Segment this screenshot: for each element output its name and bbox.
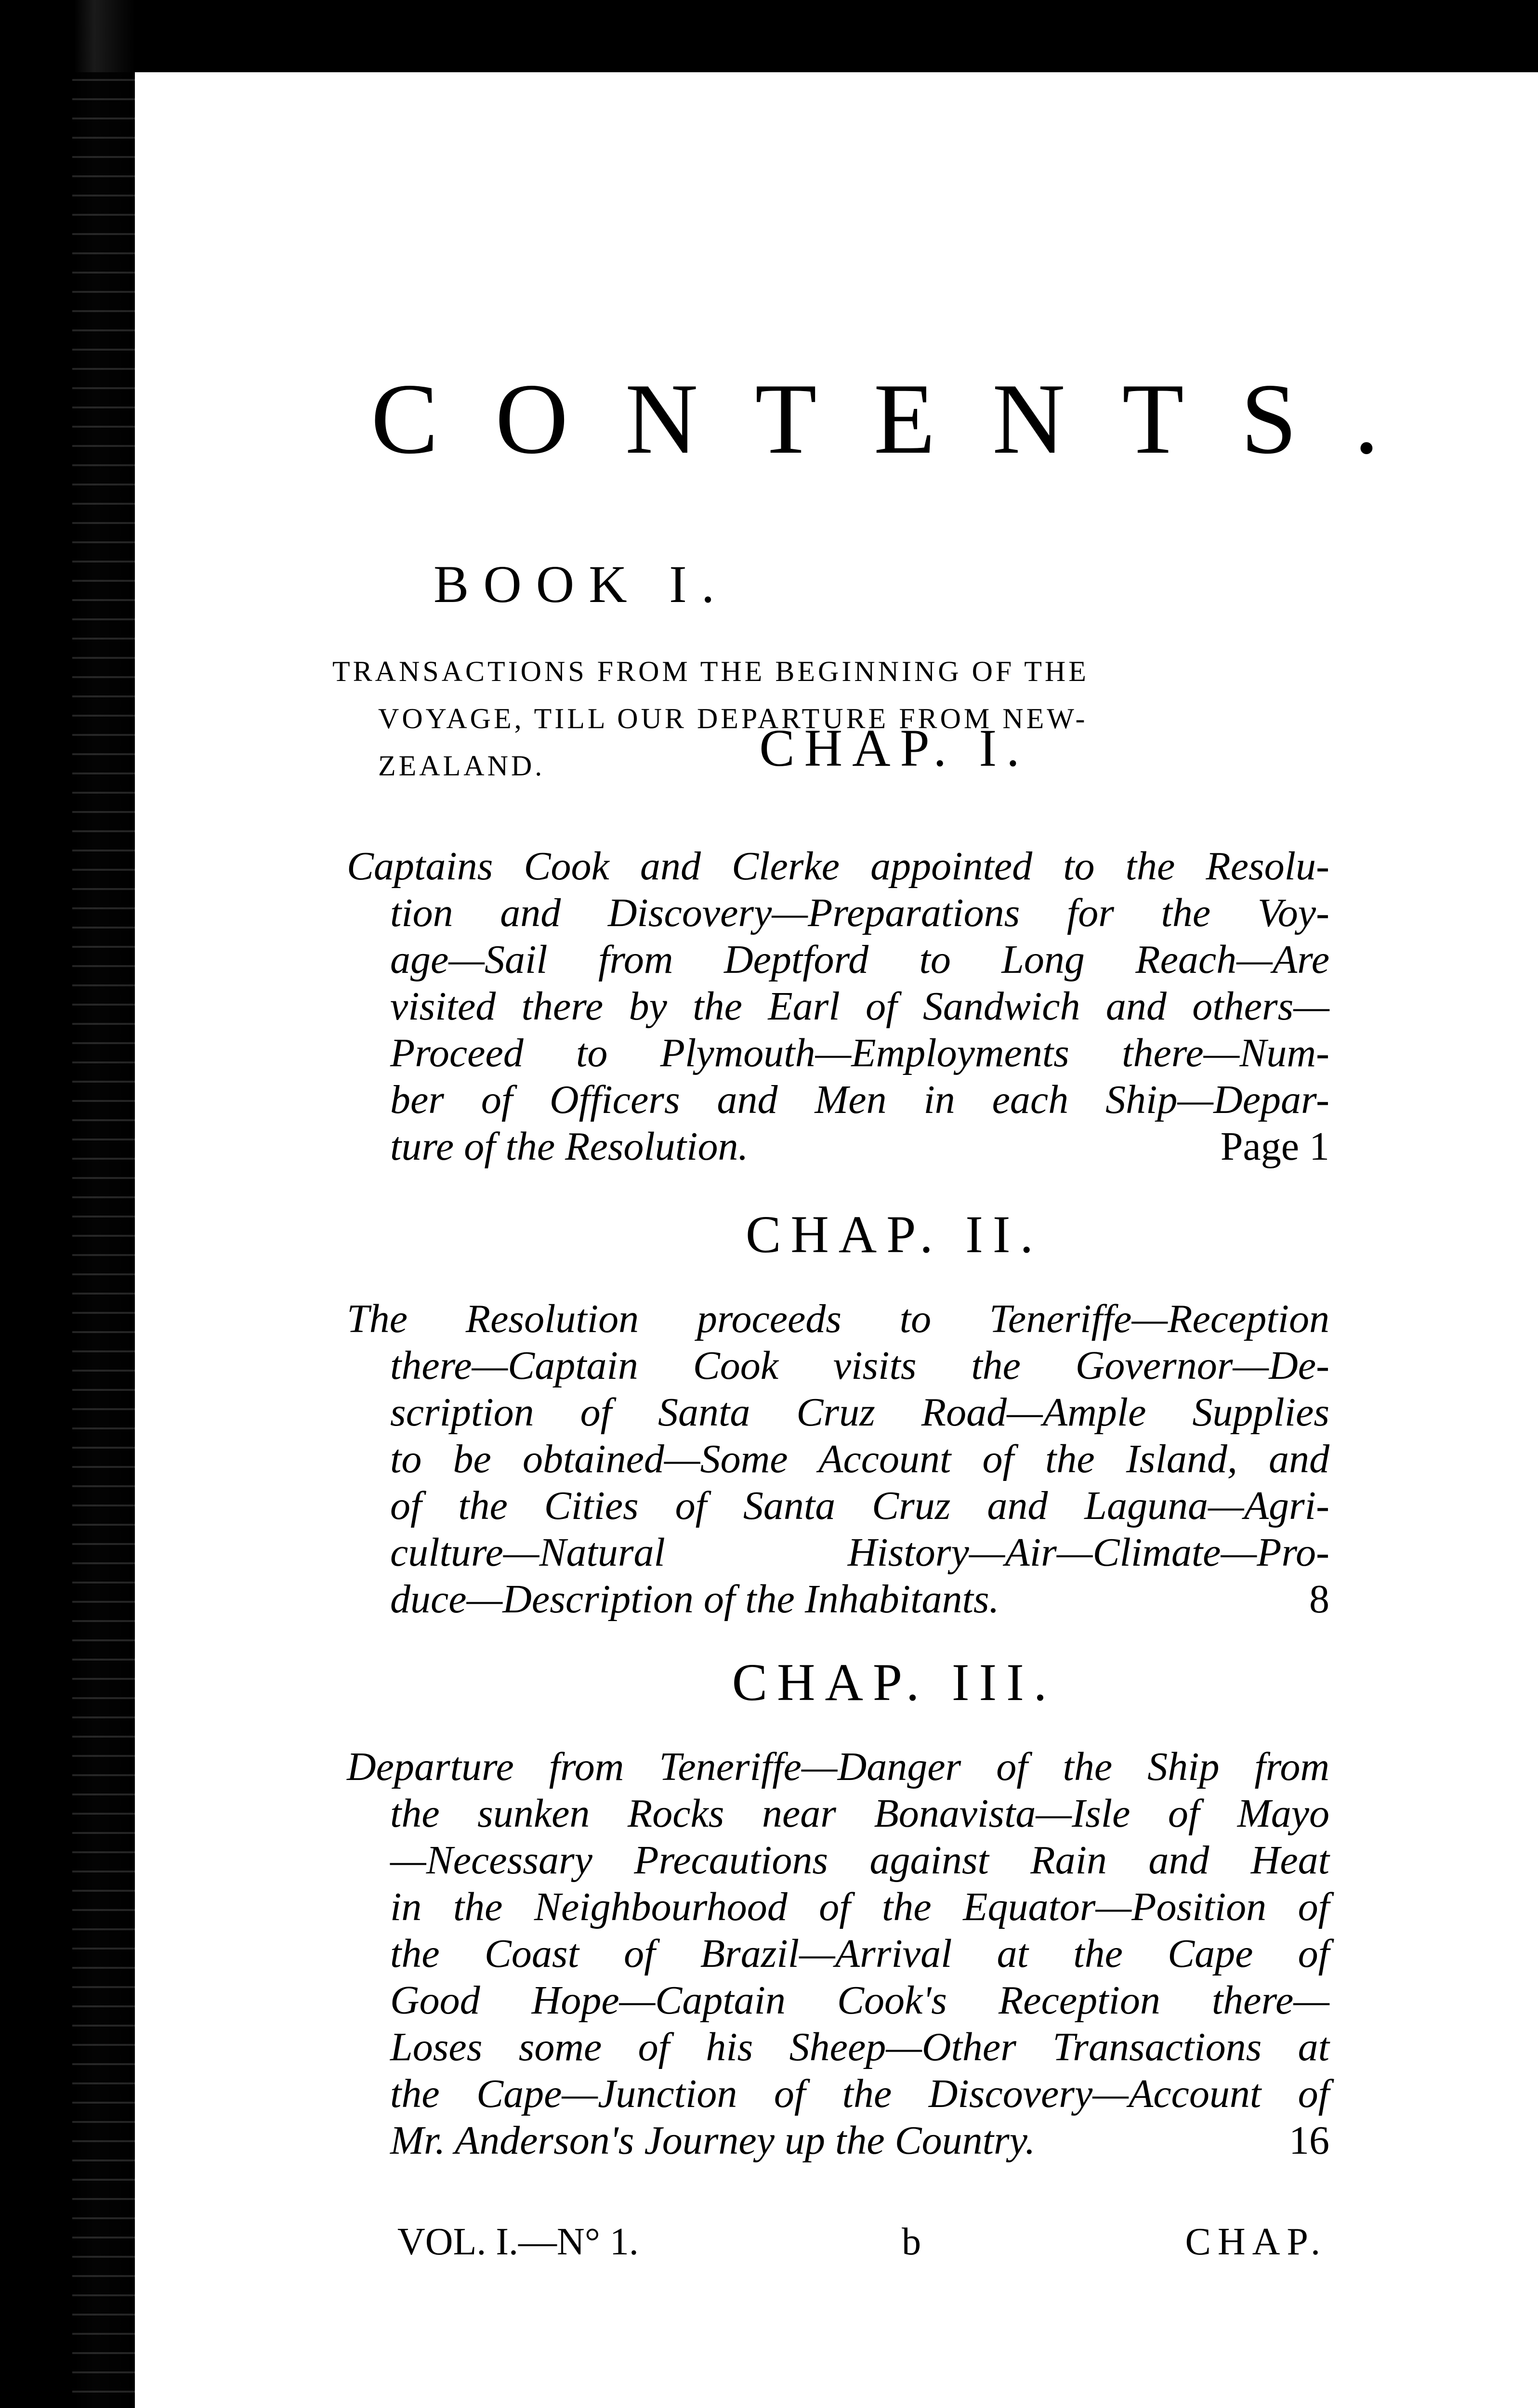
entry-last-line (347, 2117, 1329, 2164)
chapter-heading: CHAP. I. (759, 719, 1029, 777)
entry-line: in the Neighbourhood of the Equator—Position of (390, 1885, 1329, 1929)
catchword: CHAP. (1185, 2221, 1327, 2263)
page-reference: 8 (1309, 1577, 1329, 1622)
entry-line: Captains Cook and Clerke appointed to the Resolu- (347, 844, 1329, 889)
entry-line: tion and Discovery—Preparations for the Voy- (390, 890, 1329, 935)
signature-mark: b (902, 2221, 922, 2263)
entry-line: the Coast of Brazil—Arrival at the Cape of (390, 1931, 1329, 1976)
summary-line: ZEALAND. (378, 750, 545, 782)
chapter-heading: CHAP. III. (732, 1653, 1057, 1712)
chapter-entry (347, 1743, 1329, 2164)
entry-line: the sunken Rocks near Bonavista—Isle of Mayo (390, 1791, 1329, 1836)
summary-line: TRANSACTIONS FROM THE BEGINNING OF THE (332, 655, 1089, 687)
volume-number: VOL. I.—N° 1. (397, 2221, 639, 2263)
entry-line: ber of Officers and Men in each Ship—Depar- (390, 1077, 1329, 1122)
entry-line: duce—Description of the Inhabitants. (390, 1577, 999, 1622)
summary-line: VOYAGE, TILL OUR DEPARTURE FROM NEW- (378, 703, 1088, 734)
chapter-entry (347, 1296, 1329, 1623)
entry-line: visited there by the Earl of Sandwich and others— (390, 984, 1329, 1029)
entry-line: to be obtained—Some Account of the Island, and (390, 1437, 1329, 1481)
page-reference: Page 1 (1220, 1124, 1329, 1169)
entry-line: scription of Santa Cruz Road—Ample Supplies (390, 1390, 1329, 1435)
entry-line: of the Cities of Santa Cruz and Laguna—Agri- (390, 1483, 1329, 1528)
page-title: CONTENTS. (371, 363, 1436, 475)
book-page (135, 72, 1538, 2408)
page-footer (397, 2220, 1327, 2264)
entry-line: Proceed to Plymouth—Employments there—Num- (390, 1031, 1329, 1075)
entry-line: Mr. Anderson's Journey up the Country. (390, 2118, 1036, 2163)
book-heading: BOOK I. (434, 555, 729, 614)
entry-last-line (347, 1123, 1329, 1170)
entry-line: Good Hope—Captain Cook's Reception there— (390, 1978, 1329, 2023)
chapter-heading: CHAP. II. (746, 1205, 1043, 1264)
entry-line: Departure from Teneriffe—Danger of the Ship from (347, 1744, 1329, 1789)
entry-line: —Necessary Precautions against Rain and Heat (390, 1838, 1329, 1883)
entry-last-line (347, 1576, 1329, 1623)
entry-line: age—Sail from Deptford to Long Reach—Are (390, 937, 1329, 982)
page-edge-shadow (72, 72, 145, 2408)
chapter-entry (347, 843, 1329, 1170)
entry-line: there—Captain Cook visits the Governor—De- (390, 1343, 1329, 1388)
page-reference: 16 (1289, 2118, 1329, 2163)
entry-line: Loses some of his Sheep—Other Transactions at (390, 2025, 1329, 2069)
entry-line: ture of the Resolution. (390, 1124, 749, 1169)
entry-line: The Resolution proceeds to Teneriffe—Reception (347, 1296, 1329, 1341)
entry-line: culture—Natural History—Air—Climate—Pro- (390, 1530, 1329, 1575)
entry-line: the Cape—Junction of the Discovery—Account of (390, 2071, 1329, 2116)
